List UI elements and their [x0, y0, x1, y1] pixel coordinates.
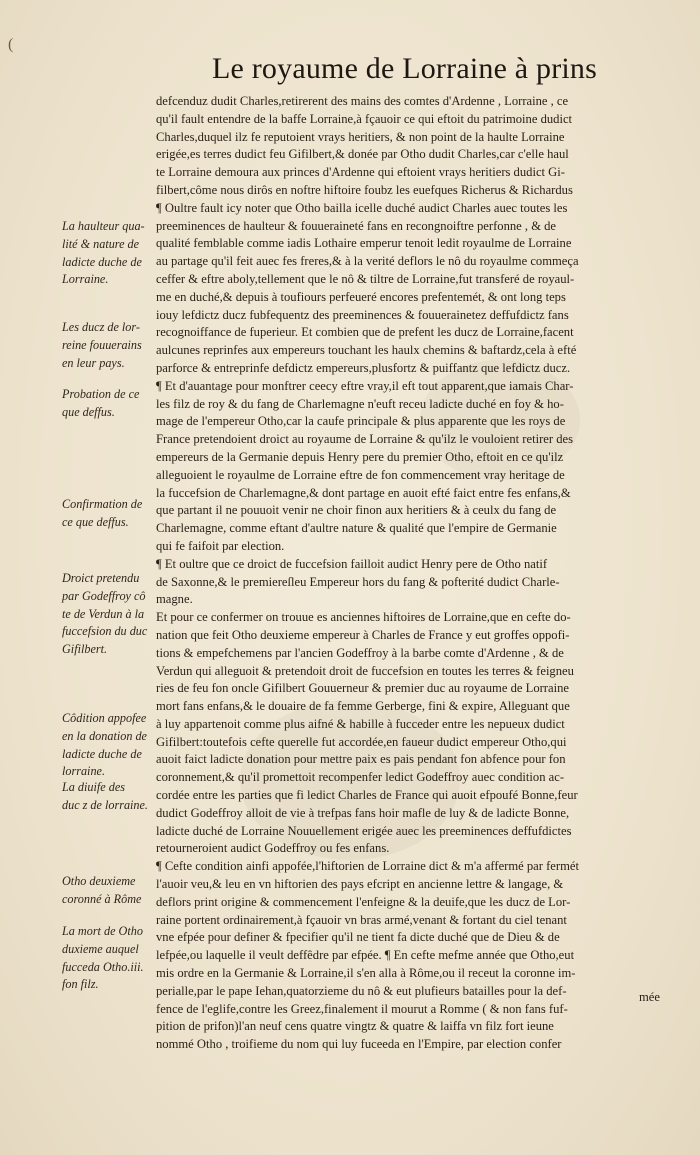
marginal-note-line: La haulteur qua- — [62, 219, 145, 233]
running-title: Le royaume de Lorraine à prins — [212, 52, 597, 85]
text-line: parforce & entreprinfe defdictz empereurs,plusfortz & puiffantz que lefdictz ducz. — [156, 360, 571, 375]
marginal-note-line: reine fouuerains — [62, 337, 142, 352]
marginal-note-line: fuccefsion du duc — [62, 624, 148, 639]
marginal-note-line: La diuife des — [62, 780, 125, 794]
text-line: raine portent ordinairement,à fçauoir vn bras armé,venant & fortant du ciel tenant — [156, 912, 567, 927]
text-line: ¶ Oultre fault icy noter que Otho bailla icelle duché audict Charles auec toutes les — [156, 200, 568, 215]
marginal-note — [62, 923, 158, 994]
marginal-note — [62, 873, 158, 909]
marginal-note-line: Côdition appofee — [62, 711, 147, 725]
main-text-block — [156, 93, 662, 1054]
text-line: ladicte duché de Lorraine Nouuellement erigée auec les preeminences deffufdictes — [156, 823, 572, 838]
marginal-note-line: Probation de ce — [62, 387, 140, 401]
text-line: retourneroient audict Godeffroy ou fes enfans. — [156, 841, 390, 856]
text-line: preeminences de haulteur & fouueraineté fans en recongnoiftre perfonne , & de — [156, 218, 557, 233]
marginal-note — [62, 570, 158, 659]
marginal-note-line: Confirmation de — [62, 497, 143, 511]
marginal-note-line: ladicte duche de — [62, 254, 142, 269]
text-line: nation que feit Otho deuxieme empereur à Charles de France y eut groffes oppofi- — [156, 627, 570, 642]
text-line: fence de l'eglife,contre les Greez,finalement il mourut a Romme ( & non fans fuf- — [156, 1001, 568, 1016]
text-line: deflors print origine & commencement l'enfeigne & la deuife,que les ducz de Lor- — [156, 894, 571, 909]
marginal-note — [62, 496, 158, 532]
marginal-note — [62, 710, 158, 781]
text-line: les filz de roy & du fang de Charlemagne n'euft receu ladicte duché en foy & ho- — [156, 396, 564, 411]
catchword: mée — [639, 990, 660, 1004]
marginal-note-line: fon filz. — [62, 977, 99, 992]
text-line: iouy lefdictz ducz fubfequentz des preeminences & fouuerainetez deffufdictz fans — [156, 307, 569, 322]
text-line: Charlemagne, comme eftant d'aultre nature & qualité que l'empire de Germanie — [156, 521, 557, 536]
text-line: recognoiffance de fuperieur. Et combien que de prefent les ducz de Lorraine,facent — [156, 325, 574, 340]
marginal-note-line: duc z de lorraine. — [62, 797, 148, 812]
text-line: nommé Otho , troifieme du nom qui luy fuceeda en l'Empire, par election confer — [156, 1037, 562, 1052]
marginal-note-line: Otho deuxieme — [62, 874, 136, 888]
marginal-note-line: lorraine. — [62, 764, 105, 779]
marginal-note-line: par Godeffroy cô — [62, 588, 146, 603]
marginal-note-line: Droict pretendu — [62, 571, 140, 585]
text-line: filbert,côme nous dirôs en noftre hiftoire foubz les euefques Richerus & Richardus — [156, 182, 573, 197]
marginal-note-line: duxieme auquel — [62, 941, 139, 956]
text-line: alleguoient le royaulme de Lorraine eftre de fon commencement vray heritage de — [156, 467, 565, 482]
text-line: ¶ Et d'auantage pour monftrer ceecy eftre vray,il eft tout apparent,que iamais Char- — [156, 378, 574, 393]
text-line: ¶ Et oultre que ce droict de fuccefsion failloit audict Henry pere de Otho natif — [156, 556, 548, 571]
marginal-note-line: en la donation de — [62, 728, 147, 743]
text-line: dudict Godeffroy alloit de vie à trefpas fans hoir mafle de luy & de ladicte Bonne, — [156, 805, 570, 820]
text-line: la fuccefsion de Charlemagne,& dont partage en auoit efté faict entre fes enfans,& — [156, 485, 571, 500]
text-line: defcenduz dudit Charles,retirerent des mains des comtes d'Ardenne , Lorraine , ce — [156, 94, 569, 108]
text-line: mage de l'empereur Otho,car la caufe principale & plus apparente que les roys de — [156, 414, 566, 429]
text-line: Et pour ce confermer on trouue es anciennes hiftoires de Lorraine,que en cefte do- — [156, 610, 571, 625]
text-line: qui fe faifoit par election. — [156, 538, 285, 553]
marginal-note-line: Les ducz de lor- — [62, 320, 140, 334]
text-line: de Saxonne,& le premiereſleu Empereur hors du fang & pofterité dudict Charle- — [156, 574, 560, 589]
marginal-note-line: fucceda Otho.iii. — [62, 959, 144, 974]
text-line: Charles,duquel ilz fe reputoient vrays heritiers, & non point de la haulte Lorraine — [156, 129, 565, 144]
text-line: aulcunes reprinfes aux empereurs touchant les haulx chemins & baftardz,cela à efté — [156, 343, 577, 358]
text-line: ¶ Cefte condition ainfi appofée,l'hiftorien de Lorraine dict & m'a affermé par fermét — [156, 859, 579, 874]
text-line: empereurs de la Germanie depuis Henry pere du premier Otho, eftoit en ce qu'ilz — [156, 449, 564, 464]
marginal-note-line: ladicte duche de — [62, 746, 142, 761]
text-line: l'auoir veu,& leu en vn hiftorien des pays efcript en ancienne lettre & langage, & — [156, 877, 564, 892]
marginal-note — [62, 218, 158, 289]
text-line: te Lorraine demoura aux princes d'Ardenne qui eftoient vrays heritiers dudict Gi- — [156, 165, 565, 180]
marginal-note-line: en leur pays. — [62, 355, 125, 370]
text-line: Verdun qui alleguoit & pretendoit droit de fuccefsion en toutes les terres & feigneu — [156, 663, 574, 678]
text-line: coronnement,& qu'il promettoit recompenfer ledict Godeffroy auec condition ac- — [156, 770, 565, 785]
text-line: Gifilbert:toutefois cefte querelle fut accordée,en faueur dudict empereur Otho,qui — [156, 734, 567, 749]
text-line: ries de feu fon oncle Gifilbert Gouuerneur & premier duc au royaume de Lorraine — [156, 681, 569, 696]
text-line: à luy appartenoit comme plus aifné & habille à fucceder entre les nepueux dudict — [156, 716, 565, 731]
text-line: mort fans enfans,& le douaire de fa femme Gerberge, fini & expire, Alleguant que — [156, 699, 570, 714]
marginal-note-line: La mort de Otho — [62, 924, 143, 938]
text-line: lefpée,ou laquelle il veult deffêdre par efpée. ¶ En cefte mefme année que Otho,eut — [156, 948, 575, 963]
marginal-note-line: te de Verdun à la — [62, 606, 145, 621]
marginal-note-line: Gifilbert. — [62, 642, 108, 657]
text-line: erigée,es terres dudict feu Gifilbert,& donée par Otho dudit Charles,car c'elle haul — [156, 147, 569, 162]
marginal-note-line: lité & nature de — [62, 236, 140, 251]
text-line: France pretendoient droict au royaume de Lorraine & qu'ilz le vouloient retirer des — [156, 432, 574, 447]
corner-mark: ( — [8, 36, 14, 53]
marginal-note — [62, 779, 158, 815]
text-line: qualité femblable comme iadis Lothaire emperur tenoit ledit royaulme de Lorraine — [156, 236, 572, 251]
marginal-note-line: Lorraine. — [62, 272, 109, 287]
text-line: que partant il ne pouuoit venir ne choir finon aux heritiers & à ceulx du fang de — [156, 503, 557, 518]
marginal-note-line: ce que deffus. — [62, 514, 129, 529]
text-line: mis ordre en la Germanie & Lorraine,il s'en alla à Rôme,ou il receut la coronne im- — [156, 966, 576, 981]
marginal-note — [62, 319, 158, 372]
text-line: vne efpée pour definer & fpecifier qu'il ne tient fa dicte duché que de Dieu & de — [156, 930, 560, 945]
text-line: auoit faict ladicte donation pour mettre paix es pais pendant fon abfence pour fon — [156, 752, 566, 767]
text-line: qu'il fault entendre de la baffe Lorraine,à fçauoir ce qui eftoit du patrimoine dudict — [156, 111, 573, 126]
marginal-note-line: que deffus. — [62, 404, 115, 419]
text-line: ceffer & eftre aboly,tellement que le nô & tiltre de Lorraine,fut transferé de royaul- — [156, 271, 575, 286]
text-line: cordée entre les parties que fi ledict Charles de France qui auoit efpoufé Bonne,feur — [156, 788, 578, 803]
marginal-note-line: coronné à Rôme — [62, 891, 142, 906]
text-line: perialle,par le pape Iehan,quatorzieme du nô & eut plufieurs batailles pour la def- — [156, 983, 567, 998]
text-line: tions & empefchemens par l'ancien Godeffroy à la barbe comte d'Ardenne , & de — [156, 645, 564, 660]
marginal-note — [62, 386, 158, 422]
text-line: magne. — [156, 592, 193, 607]
text-line: me en duché,& depuis à toufiours perfeueré encores prefentemét, & ont long teps — [156, 289, 566, 304]
text-line: au partage qu'il feit auec fes freres,& à la verité deflors le nô du royaulme commeça — [156, 254, 579, 269]
text-line: pition de prifon)l'an neuf cens quatre vingtz & quatre & laiffa vn filz fort ieune — [156, 1019, 554, 1034]
